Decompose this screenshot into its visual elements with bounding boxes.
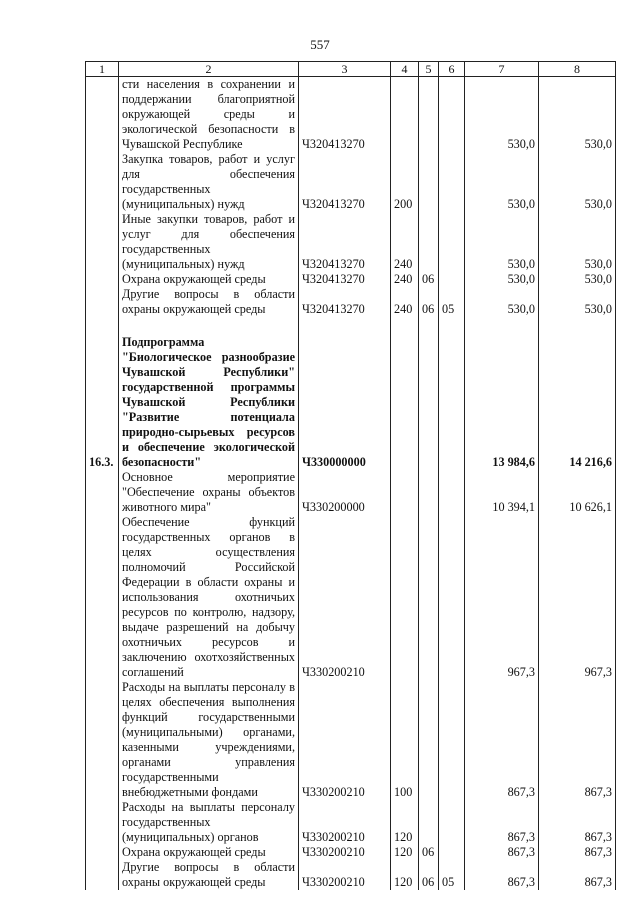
row-number bbox=[86, 152, 119, 212]
row-expense-type: 120 bbox=[391, 845, 419, 860]
budget-table bbox=[85, 61, 616, 890]
table-row bbox=[86, 515, 616, 680]
table-row bbox=[86, 680, 616, 800]
row-name: Основное мероприятие "Обеспечение охраны объектов животного мира" bbox=[119, 470, 299, 515]
spacer-cell bbox=[86, 317, 119, 335]
row-amount-year1: 867,3 bbox=[465, 860, 539, 890]
row-target-code: Ч320413270 bbox=[299, 287, 391, 317]
row-number bbox=[86, 515, 119, 680]
row-expense-type bbox=[391, 77, 419, 153]
row-section bbox=[419, 515, 439, 680]
row-target-code: Ч330200210 bbox=[299, 515, 391, 680]
row-name: Расходы на выплаты персоналу государственных (муниципальных) органов bbox=[119, 800, 299, 845]
row-target-code: Ч320413270 bbox=[299, 152, 391, 212]
row-subsection bbox=[439, 470, 465, 515]
row-target-code: Ч330200000 bbox=[299, 470, 391, 515]
header-cell: 7 bbox=[465, 62, 539, 77]
row-target-code: Ч320413270 bbox=[299, 77, 391, 153]
row-number bbox=[86, 272, 119, 287]
spacer-cell bbox=[119, 317, 299, 335]
row-number: 16.3. bbox=[86, 335, 119, 470]
row-expense-type: 100 bbox=[391, 680, 419, 800]
row-expense-type bbox=[391, 515, 419, 680]
table-header-row bbox=[86, 62, 616, 77]
row-name: Иные закупки товаров, работ и услуг для обеспечения государственных (муниципальных) нужд bbox=[119, 212, 299, 272]
row-name: Расходы на выплаты персоналу в целях обеспечения выполнения функций государственными (муниципальными) органами, казенными учреждениями, органами управления государственными внебюджетными фондами bbox=[119, 680, 299, 800]
row-amount-year1: 13 984,6 bbox=[465, 335, 539, 470]
spacer-cell bbox=[439, 317, 465, 335]
row-expense-type: 240 bbox=[391, 212, 419, 272]
row-section bbox=[419, 680, 439, 800]
row-name: Охрана окружающей среды bbox=[119, 272, 299, 287]
spacer-cell bbox=[391, 317, 419, 335]
row-number bbox=[86, 680, 119, 800]
row-name: Другие вопросы в области охраны окружающей среды bbox=[119, 860, 299, 890]
row-number bbox=[86, 77, 119, 153]
table-row bbox=[86, 272, 616, 287]
header-cell: 1 bbox=[86, 62, 119, 77]
row-name: Подпрограмма "Биологическое разнообразие Чувашской Республики" государственной программы Чувашской Республики "Развитие потенциала природно-сырьевых ресурсов и обеспечение экологической безопасности" bbox=[119, 335, 299, 470]
row-subsection: 05 bbox=[439, 287, 465, 317]
spacer-cell bbox=[465, 317, 539, 335]
row-name: Обеспечение функций государственных органов в целях осуществления полномочий Российской Федерации в области охраны и использования охотничьих ресурсов по контролю, надзору, выдаче разрешений на добычу охотничьих ресурсов и заключению охотхозяйственных соглашений bbox=[119, 515, 299, 680]
row-expense-type: 240 bbox=[391, 287, 419, 317]
row-subsection bbox=[439, 77, 465, 153]
header-cell: 4 bbox=[391, 62, 419, 77]
row-subsection bbox=[439, 335, 465, 470]
row-number bbox=[86, 470, 119, 515]
row-subsection bbox=[439, 152, 465, 212]
table-row bbox=[86, 77, 616, 153]
row-target-code: Ч330200210 bbox=[299, 800, 391, 845]
row-section: 06 bbox=[419, 845, 439, 860]
row-expense-type: 120 bbox=[391, 800, 419, 845]
spacer-cell bbox=[299, 317, 391, 335]
row-target-code: Ч330200210 bbox=[299, 680, 391, 800]
row-section bbox=[419, 470, 439, 515]
row-subsection bbox=[439, 272, 465, 287]
row-name: сти населения в сохранении и поддержании благоприятной окружающей среды и экологической безопасности в Чувашской Республике bbox=[119, 77, 299, 153]
row-amount-year2: 530,0 bbox=[539, 77, 616, 153]
header-cell: 2 bbox=[119, 62, 299, 77]
row-subsection bbox=[439, 680, 465, 800]
row-amount-year2: 867,3 bbox=[539, 800, 616, 845]
spacer-cell bbox=[419, 317, 439, 335]
row-number bbox=[86, 212, 119, 272]
row-number bbox=[86, 845, 119, 860]
row-section bbox=[419, 152, 439, 212]
row-amount-year2: 530,0 bbox=[539, 152, 616, 212]
table-row bbox=[86, 152, 616, 212]
row-expense-type bbox=[391, 335, 419, 470]
row-expense-type bbox=[391, 470, 419, 515]
row-amount-year1: 10 394,1 bbox=[465, 470, 539, 515]
row-amount-year1: 530,0 bbox=[465, 287, 539, 317]
row-target-code: Ч330000000 bbox=[299, 335, 391, 470]
row-name: Закупка товаров, работ и услуг для обеспечения государственных (муниципальных) нужд bbox=[119, 152, 299, 212]
page-number: 557 bbox=[310, 37, 330, 52]
table-row bbox=[86, 335, 616, 470]
row-amount-year1: 530,0 bbox=[465, 77, 539, 153]
header-cell: 6 bbox=[439, 62, 465, 77]
table-row bbox=[86, 470, 616, 515]
row-name: Другие вопросы в области охраны окружающей среды bbox=[119, 287, 299, 317]
row-name: Охрана окружающей среды bbox=[119, 845, 299, 860]
row-section bbox=[419, 800, 439, 845]
row-amount-year1: 530,0 bbox=[465, 212, 539, 272]
row-expense-type: 120 bbox=[391, 860, 419, 890]
row-target-code: Ч320413270 bbox=[299, 212, 391, 272]
row-amount-year2: 530,0 bbox=[539, 212, 616, 272]
row-amount-year1: 867,3 bbox=[465, 845, 539, 860]
row-section bbox=[419, 335, 439, 470]
row-amount-year2: 14 216,6 bbox=[539, 335, 616, 470]
row-subsection bbox=[439, 845, 465, 860]
table-row bbox=[86, 287, 616, 317]
row-amount-year1: 867,3 bbox=[465, 800, 539, 845]
row-section: 06 bbox=[419, 860, 439, 890]
row-amount-year1: 867,3 bbox=[465, 680, 539, 800]
row-target-code: Ч320413270 bbox=[299, 272, 391, 287]
row-amount-year2: 530,0 bbox=[539, 272, 616, 287]
row-expense-type: 240 bbox=[391, 272, 419, 287]
row-subsection bbox=[439, 800, 465, 845]
row-amount-year2: 867,3 bbox=[539, 845, 616, 860]
header-cell: 5 bbox=[419, 62, 439, 77]
row-number bbox=[86, 860, 119, 890]
row-amount-year1: 530,0 bbox=[465, 152, 539, 212]
table-spacer-row bbox=[86, 317, 616, 335]
row-amount-year2: 867,3 bbox=[539, 680, 616, 800]
row-target-code: Ч330200210 bbox=[299, 860, 391, 890]
table-row bbox=[86, 800, 616, 845]
row-section bbox=[419, 77, 439, 153]
row-amount-year2: 867,3 bbox=[539, 860, 616, 890]
row-amount-year2: 10 626,1 bbox=[539, 470, 616, 515]
header-cell: 8 bbox=[539, 62, 616, 77]
row-subsection: 05 bbox=[439, 860, 465, 890]
row-number bbox=[86, 800, 119, 845]
row-subsection bbox=[439, 212, 465, 272]
row-subsection bbox=[439, 515, 465, 680]
table-row bbox=[86, 212, 616, 272]
header-cell: 3 bbox=[299, 62, 391, 77]
row-number bbox=[86, 287, 119, 317]
row-target-code: Ч330200210 bbox=[299, 845, 391, 860]
row-amount-year2: 967,3 bbox=[539, 515, 616, 680]
row-amount-year2: 530,0 bbox=[539, 287, 616, 317]
table-row bbox=[86, 860, 616, 890]
spacer-cell bbox=[539, 317, 616, 335]
row-section bbox=[419, 212, 439, 272]
table-row bbox=[86, 845, 616, 860]
row-section: 06 bbox=[419, 272, 439, 287]
row-section: 06 bbox=[419, 287, 439, 317]
row-expense-type: 200 bbox=[391, 152, 419, 212]
row-amount-year1: 967,3 bbox=[465, 515, 539, 680]
row-amount-year1: 530,0 bbox=[465, 272, 539, 287]
